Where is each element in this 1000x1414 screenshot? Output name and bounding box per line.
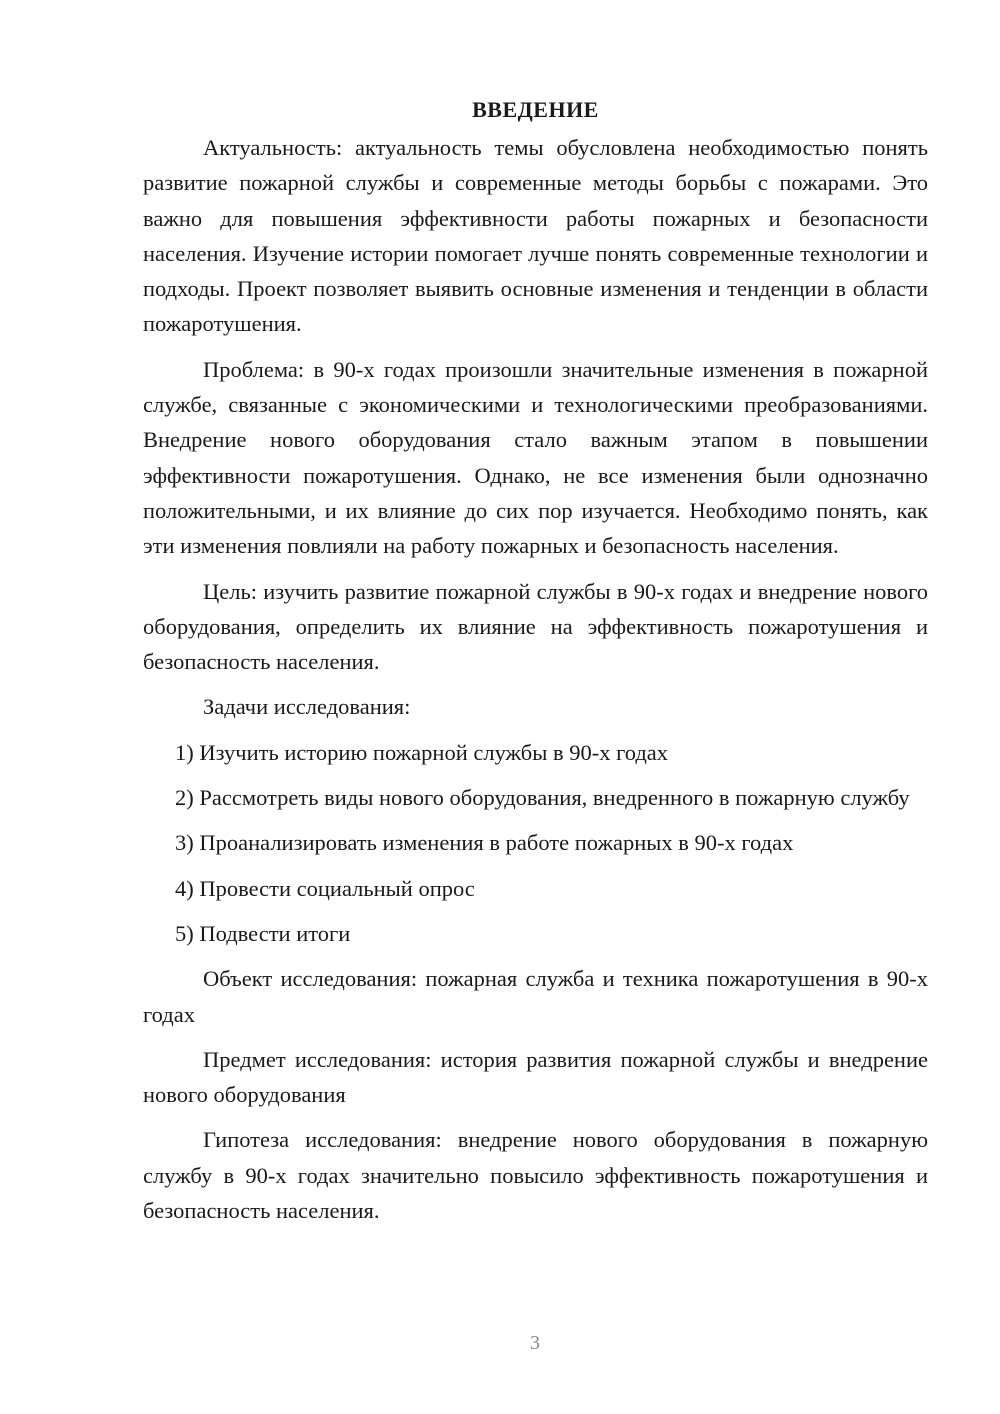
- task-item-1: 1) Изучить историю пожарной службы в 90-х годах: [175, 739, 669, 765]
- document-title: ВВЕДЕНИЕ: [472, 97, 599, 122]
- hypothesis-paragraph: Гипотеза исследования: внедрение нового оборудования в пожарную службу в 90-х годах значительно повысило эффективность пожаротушения и безопасность населения.: [143, 1127, 928, 1224]
- object-paragraph: Объект исследования: пожарная служба и техника пожаротушения в 90-х годах: [143, 966, 928, 1027]
- task-item-4: 4) Провести социальный опрос: [175, 875, 475, 901]
- document-page: [143, 92, 928, 1238]
- page-number: 3: [530, 1332, 540, 1354]
- relevance-paragraph: Актуальность: актуальность темы обусловлена необходимостью понять развитие пожарной службы и современные методы борьбы с пожарами. Это важно для повышения эффективности работы пожарных и безопасности населения. Изучение истории помогает лучше понять современные технологии и подходы. Проект позволяет выявить основные изменения и тенденции в области пожаротушения.: [143, 135, 928, 337]
- subject-paragraph: Предмет исследования: история развития пожарной службы и внедрение нового оборудования: [143, 1046, 928, 1108]
- goal-paragraph: Цель: изучить развитие пожарной службы в 90-х годах и внедрение нового оборудования, определить их влияние на эффективность пожаротушения и безопасность населения.: [143, 578, 928, 675]
- tasks-heading: Задачи исследования:: [203, 694, 411, 720]
- task-item-3: 3) Проанализировать изменения в работе пожарных в 90-х годах: [175, 830, 794, 856]
- problem-paragraph: Проблема: в 90-х годах произошли значительные изменения в пожарной службе, связанные с экономическими и технологическими преобразованиями. Внедрение нового оборудования стало важным этапом в повышении эффективности пожаротушения. Однако, не все изменения были однозначно положительными, и их влияние до сих пор изучается. Необходимо понять, как эти изменения повлияли на работу пожарных и безопасность населения.: [143, 356, 928, 559]
- task-item-5: 5) Подвести итоги: [175, 920, 351, 946]
- task-item-2: 2) Рассмотреть виды нового оборудования, внедренного в пожарную службу: [175, 785, 910, 811]
